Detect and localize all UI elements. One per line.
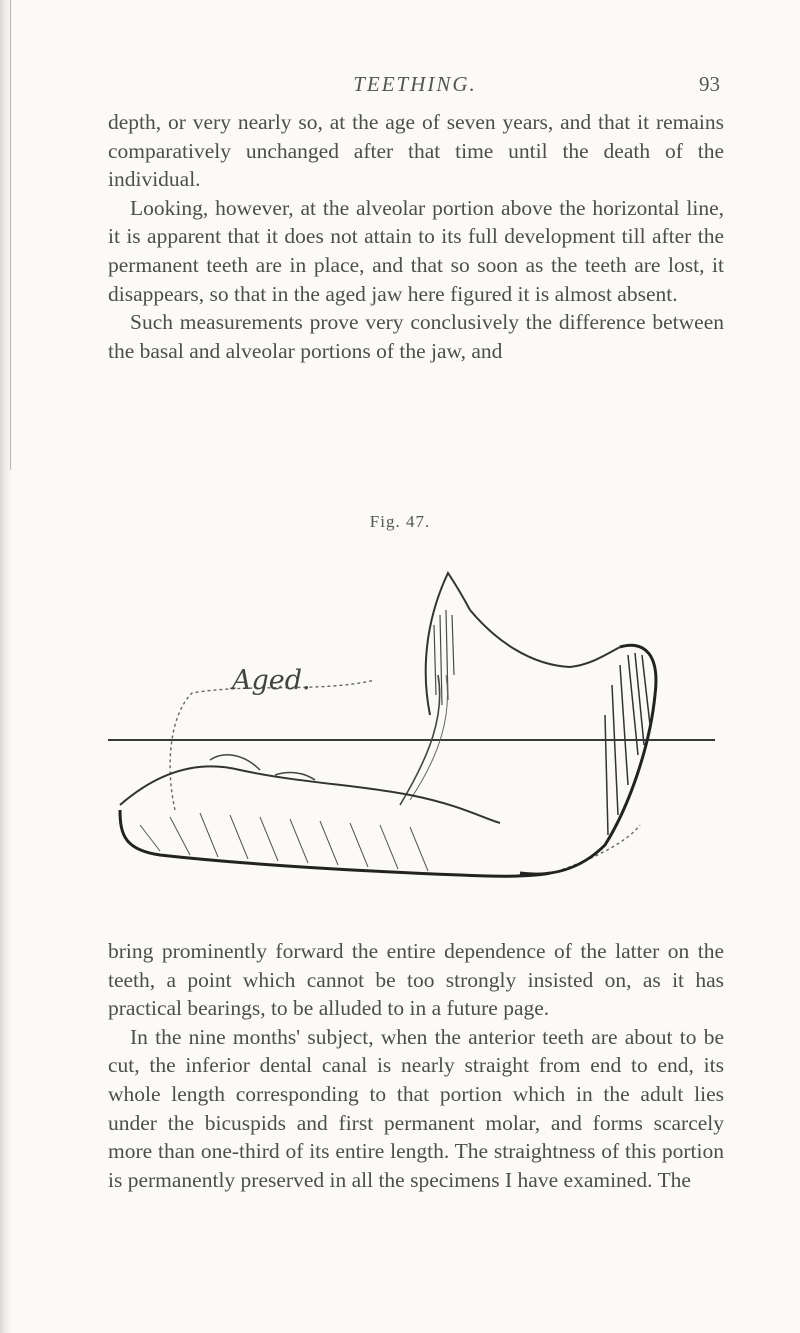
page-number: 93	[699, 72, 720, 96]
page-edge-line	[10, 0, 11, 470]
figure-label: Aged.	[232, 665, 311, 696]
body-text-bottom	[108, 937, 724, 1194]
paragraph: Such measurements prove very conclusively the difference between the basal and alveolar portions of the jaw, and	[108, 310, 724, 363]
paragraph: depth, or very nearly so, at the age of seven years, and that it remains comparatively unchanged after that time until the death of the individual.	[108, 110, 724, 192]
figure-aged-jaw	[100, 555, 740, 925]
page-header	[110, 72, 720, 102]
paragraph: In the nine months' subject, when the anterior teeth are about to be cut, the inferior dental canal is nearly straight from end to end, its whole length corresponding to that portion which in the adult lies under the bicuspids and first permanent molar, and forms scarcely more than one-third of its entire length. The straightness of this portion is permanently preserved in all the specimens I have examined. The	[108, 1024, 724, 1192]
paragraph: bring prominently forward the entire dependence of the latter on the teeth, a point which cannot be too strongly insisted on, as it has practical bearings, to be alluded to in a future page.	[108, 939, 724, 1021]
running-head: TEETHING.	[353, 72, 477, 96]
aged-jaw-illustration-icon	[100, 555, 740, 925]
figure-caption: Fig. 47.	[369, 512, 431, 531]
body-text-top	[108, 108, 724, 365]
paragraph: Looking, however, at the alveolar portion above the horizontal line, it is apparent that it does not attain to its full development till after the permanent teeth are in place, and that so soon as the teeth are lost, it disappears, so that in the aged jaw here figured it is almost absent.	[108, 195, 724, 306]
